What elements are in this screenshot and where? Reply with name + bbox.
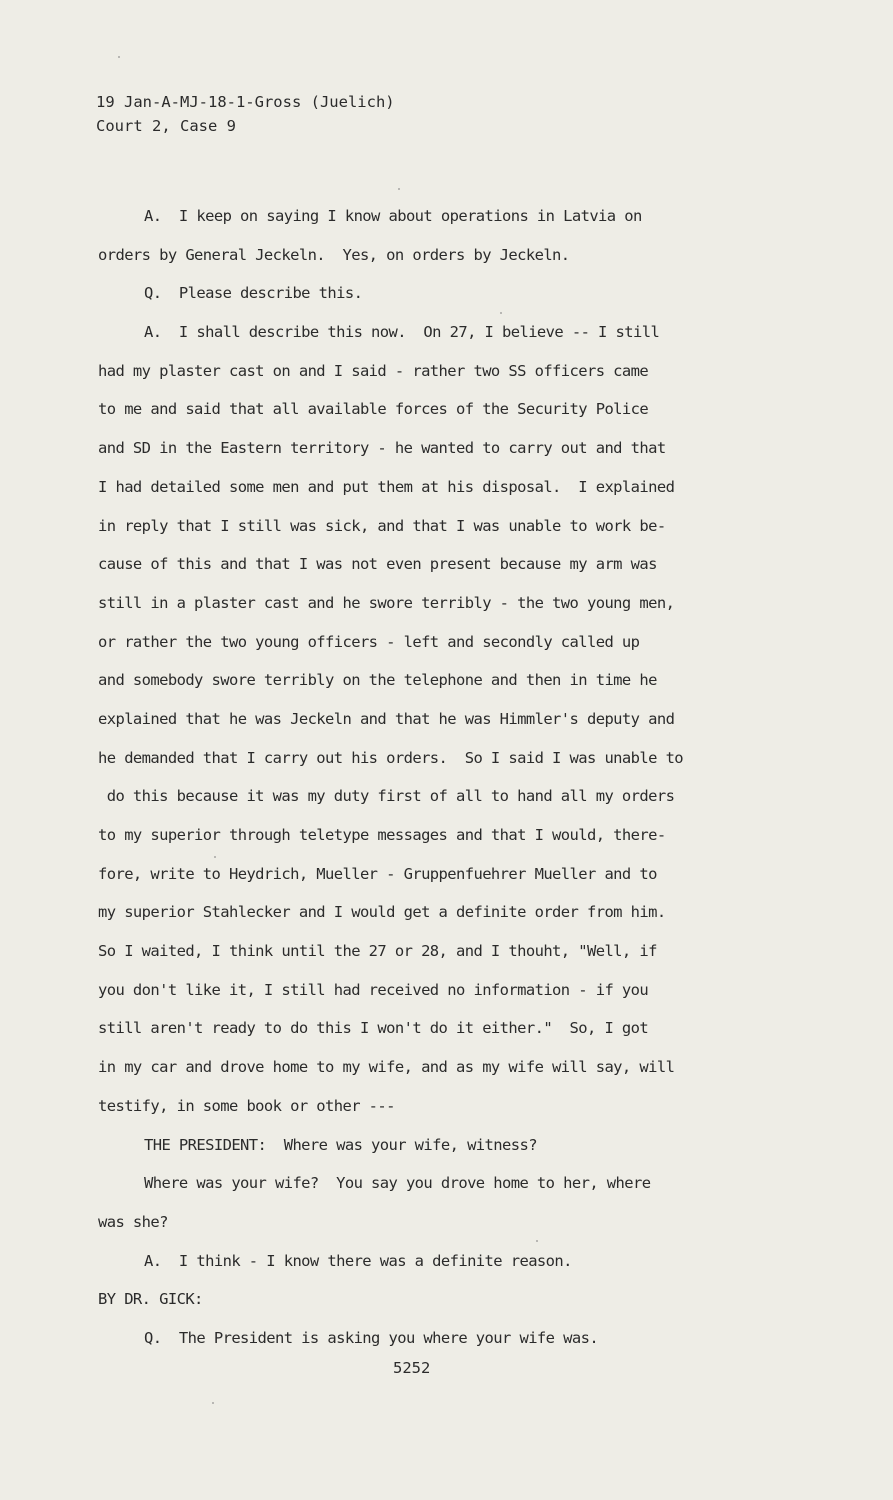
transcript-line: BY DR. GICK: [98, 1290, 203, 1309]
transcript-body [98, 203, 778, 1364]
transcript-line: to my superior through teletype messages and that I would, there- [98, 826, 666, 844]
paper-speck [398, 188, 400, 190]
transcript-line: you don't like it, I still had received no information - if you [98, 980, 649, 999]
transcript-line: explained that he was Jeckeln and that he was Himmler's deputy and [98, 709, 675, 728]
header-court-case: Court 2, Case 9 [96, 117, 236, 135]
paper-speck [118, 56, 120, 58]
transcript-line: and SD in the Eastern territory - he wanted to carry out and that [98, 439, 666, 458]
transcript-line: still in a plaster cast and he swore terribly - the two young men, [98, 593, 675, 612]
transcript-line: A. I keep on saying I know about operations in Latvia on [144, 207, 642, 225]
paper-speck [500, 312, 502, 314]
paper-speck [536, 1240, 538, 1242]
transcript-line: do this because it was my duty first of all to hand all my orders [98, 787, 675, 806]
transcript-line: to me and said that all available forces of the Security Police [98, 400, 649, 419]
transcript-line: testify, in some book or other --- [98, 1096, 395, 1115]
transcript-line: was she? [98, 1212, 168, 1231]
transcript-line: A. I think - I know there was a definite reason. [144, 1251, 572, 1270]
transcript-line: THE PRESIDENT: Where was your wife, witness? [144, 1135, 537, 1154]
transcript-line: fore, write to Heydrich, Mueller - Gruppenfuehrer Mueller and to [98, 864, 657, 883]
transcript-line: had my plaster cast on and I said - rather two SS officers came [98, 361, 649, 380]
transcript-line: Where was your wife? You say you drove home to her, where [144, 1174, 651, 1193]
page-number: 5252 [393, 1359, 431, 1377]
paper-speck [212, 1402, 214, 1404]
document-header [96, 90, 395, 138]
transcript-line: and somebody swore terribly on the telephone and then in time he [98, 671, 657, 690]
transcript-line: So I waited, I think until the 27 or 28, and I thouht, "Well, if [98, 942, 657, 961]
transcript-line: he demanded that I carry out his orders. So I said I was unable to [98, 748, 684, 767]
paper-speck [214, 856, 216, 858]
transcript-line: still aren't ready to do this I won't do it either." So, I got [98, 1019, 649, 1038]
transcript-line: my superior Stahlecker and I would get a definite order from him. [98, 903, 666, 922]
transcript-line: in my car and drove home to my wife, and as my wife will say, will [98, 1058, 675, 1077]
header-reference: 19 Jan-A-MJ-18-1-Gross (Juelich) [96, 93, 395, 111]
transcript-line: Q. The President is asking you where your wife was. [144, 1328, 599, 1347]
transcript-line: I had detailed some men and put them at his disposal. I explained [98, 477, 675, 496]
transcript-line: cause of this and that I was not even present because my arm was [98, 555, 657, 574]
transcript-line: in reply that I still was sick, and that I was unable to work be- [98, 516, 666, 535]
transcript-line: orders by General Jeckeln. Yes, on orders by Jeckeln. [98, 245, 570, 264]
transcript-line: or rather the two young officers - left and secondly called up [98, 632, 640, 651]
transcript-line: Q. Please describe this. [144, 284, 363, 303]
transcript-line: A. I shall describe this now. On 27, I believe -- I still [144, 323, 660, 342]
